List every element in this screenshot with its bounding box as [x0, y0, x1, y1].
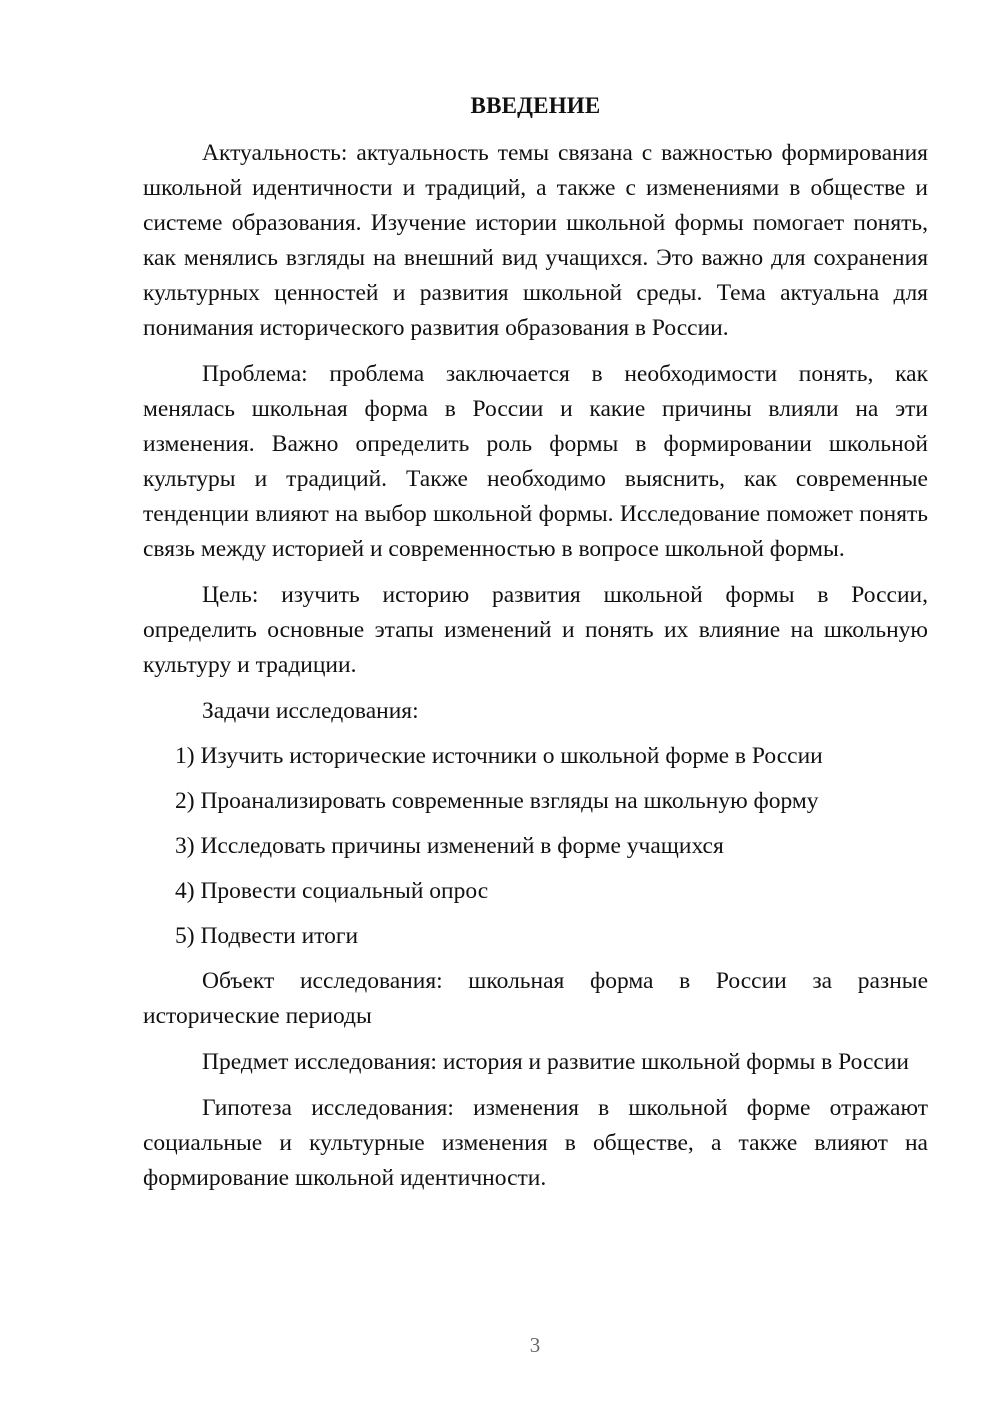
section-title: ВВЕДЕНИЕ [470, 93, 601, 118]
task-item: 1) Изучить исторические источники о школьной форме в России [175, 743, 823, 769]
subject-paragraph: Предмет исследования: история и развитие школьной формы в России [202, 1049, 909, 1075]
tasks-heading: Задачи исследования: [202, 698, 419, 724]
goal-paragraph: Цель: изучить историю развития школьной формы в России, определить основные этапы изменений и понять их влияние на школьную культуру и традиции. [143, 582, 928, 678]
page-number: 3 [529, 1333, 541, 1357]
task-item: 3) Исследовать причины изменений в форме учащихся [175, 833, 724, 859]
object-paragraph: Объект исследования: школьная форма в России за разные исторические периоды [143, 968, 928, 1029]
actuality-paragraph: Актуальность: актуальность темы связана с важностью формирования школьной идентичности и традиций, а также с изменениями в обществе и системе образования. Изучение истории школьной формы помогает понять, как менялись взгляды на внешний вид учащихся. Это важно для сохранения культурных ценностей и развития школьной среды. Тема актуальна для понимания исторического развития образования в России. [143, 140, 928, 341]
tasks-list [143, 739, 928, 954]
document-page [143, 88, 928, 1207]
task-item: 5) Подвести итоги [175, 923, 359, 949]
task-item: 4) Провести социальный опрос [175, 878, 489, 904]
problem-paragraph: Проблема: проблема заключается в необходимости понять, как менялась школьная форма в России и какие причины влияли на эти изменения. Важно определить роль формы в формировании школьной культуры и традиций. Также необходимо выяснить, как современные тенденции влияют на выбор школьной формы. Исследование поможет понять связь между историей и современностью в вопросе школьной формы. [143, 361, 928, 562]
hypothesis-paragraph: Гипотеза исследования: изменения в школьной форме отражают социальные и культурные изменения в обществе, а также влияют на формирование школьной идентичности. [143, 1095, 928, 1191]
task-item: 2) Проанализировать современные взгляды на школьную форму [175, 788, 819, 814]
